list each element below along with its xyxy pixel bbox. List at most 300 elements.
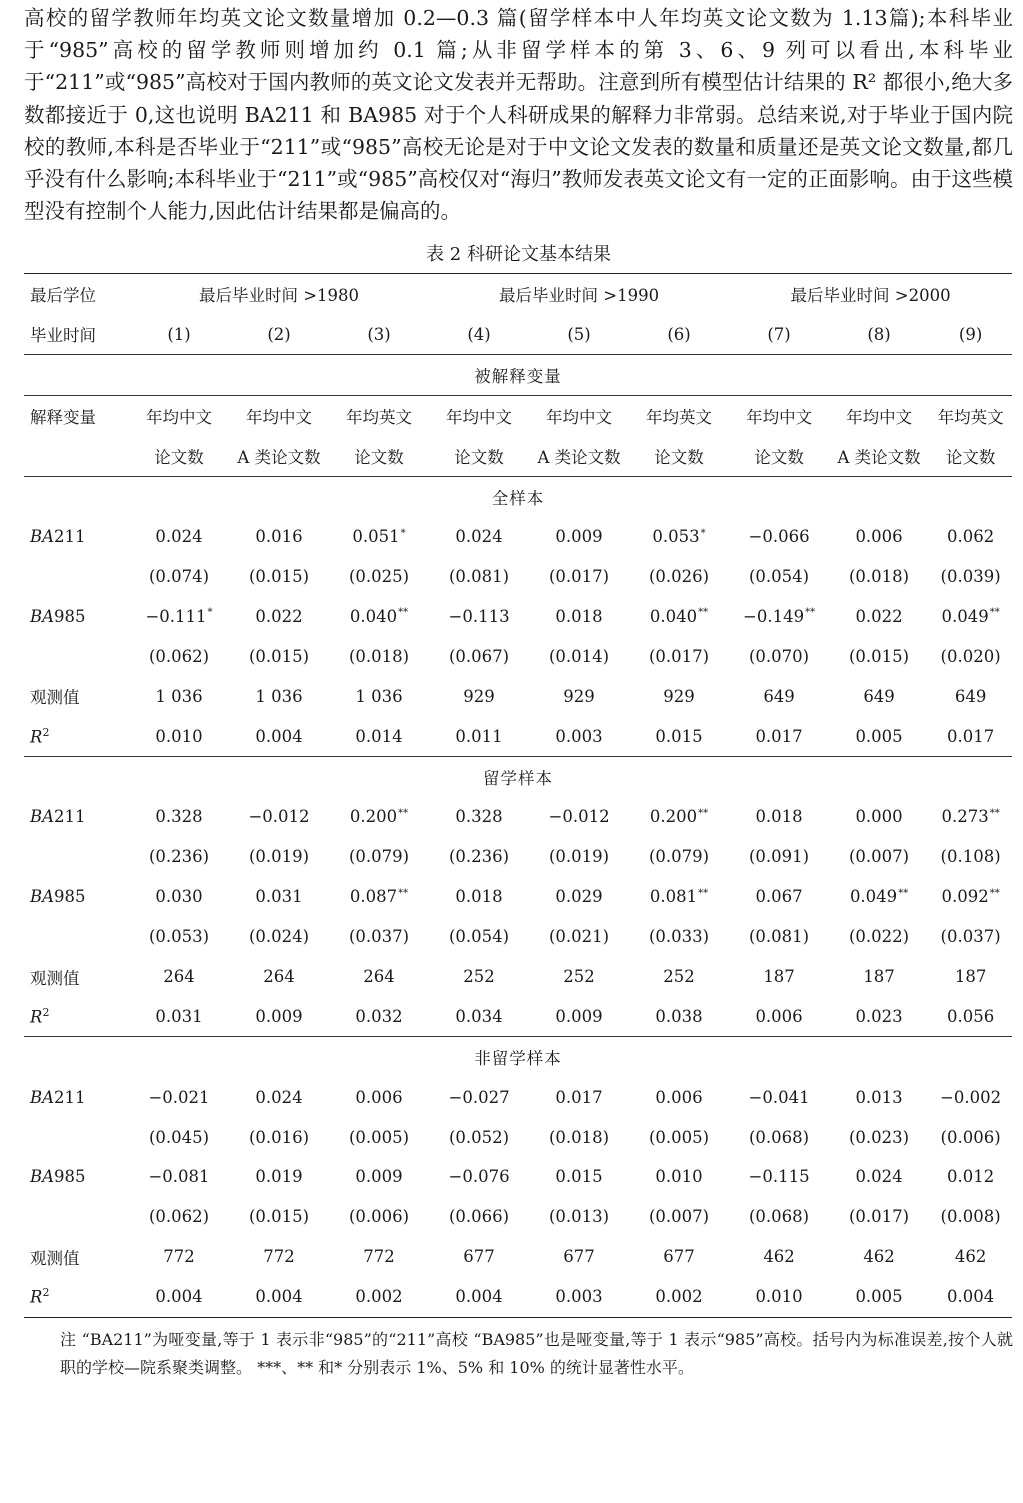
cell-value: 0.081 (649, 887, 698, 907)
table-cell (329, 1197, 429, 1237)
cell-value: (0.015) (248, 567, 310, 587)
dep-var-line1: 年均中文 (429, 396, 529, 436)
table-cell (929, 1077, 1012, 1117)
cell-value: 0.040 (349, 606, 398, 626)
col-number: (1) (167, 324, 191, 344)
cell-value: −0.027 (448, 1087, 510, 1107)
section-title: 全样本 (24, 476, 1012, 516)
table-cell (729, 597, 829, 637)
table-cell (529, 877, 629, 917)
table-cell (429, 957, 529, 997)
table-cell (829, 1197, 929, 1237)
cell-value: 264 (263, 967, 295, 986)
table-row (24, 797, 1012, 837)
table-cell (729, 837, 829, 877)
cell-value: −0.081 (148, 1167, 210, 1187)
cell-value: 0.034 (455, 1006, 503, 1026)
table-cell (129, 917, 229, 957)
cell-value: 0.024 (255, 1087, 303, 1107)
cell-value: (0.033) (648, 927, 710, 947)
cell-value: 0.003 (555, 1287, 603, 1307)
table-row (24, 716, 1012, 756)
cell-value: 0.051 (352, 527, 400, 547)
cell-value: (0.015) (248, 646, 310, 666)
table-cell (129, 837, 229, 877)
table-cell (929, 716, 1012, 756)
table-cell (329, 597, 429, 637)
table-cell (529, 1157, 629, 1197)
table-cell (629, 676, 729, 716)
cell-value: −0.111 (145, 606, 207, 626)
cell-value: (0.007) (648, 1207, 710, 1227)
cell-value: 0.016 (255, 527, 303, 547)
cell-value: 0.010 (155, 726, 203, 746)
table-cell (129, 1077, 229, 1117)
table-row (24, 996, 1012, 1036)
table-cell (529, 557, 629, 597)
cell-value: (0.062) (148, 1207, 210, 1227)
cell-value: 0.015 (655, 726, 703, 746)
cell-value: −0.076 (448, 1167, 510, 1187)
cell-value: (0.018) (548, 1127, 610, 1147)
table-cell (429, 1157, 529, 1197)
table-cell (429, 636, 529, 676)
table-cell (829, 1157, 929, 1197)
table-cell (129, 716, 229, 756)
cell-value: 252 (463, 967, 495, 986)
table-cell (429, 1277, 529, 1317)
cell-value: (0.005) (348, 1127, 410, 1147)
significance-stars: * (207, 607, 213, 619)
cell-value: (0.006) (348, 1207, 410, 1227)
table-cell (229, 1197, 329, 1237)
cell-value: 187 (763, 967, 795, 986)
table-cell (629, 597, 729, 637)
cell-value: 0.004 (455, 1287, 503, 1307)
table-cell (529, 517, 629, 557)
section-title: 非留学样本 (24, 1037, 1012, 1077)
table-note: 注 “BA211”为哑变量,等于 1 表示非“985”的“211”高校 “BA985”也是哑变量,等于 1 表示“985”高校。括号内为标准误差,按个人就职的学校—院系聚类调整。 ***、** 和* 分别表示 1%、5% 和 10% 的统计显著性水平。 (60, 1329, 1013, 1377)
dep-var-line2: A 类论文数 (837, 447, 921, 467)
table-cell (829, 1277, 929, 1317)
row-label: BA211 (30, 527, 86, 547)
table-cell (729, 557, 829, 597)
table-cell (329, 1157, 429, 1197)
table-cell (729, 797, 829, 837)
table-cell (929, 917, 1012, 957)
table-cell (329, 636, 429, 676)
dep-var-line2: 论文数 (354, 447, 404, 467)
cell-value: 772 (163, 1247, 195, 1267)
table-cell (629, 716, 729, 756)
table-cell (429, 517, 529, 557)
dep-var-line2: A 类论文数 (537, 447, 621, 467)
cell-value: 0.006 (855, 527, 903, 547)
table-cell (129, 1277, 229, 1317)
cell-value: (0.054) (749, 567, 810, 587)
table-cell (629, 636, 729, 676)
table-cell (129, 636, 229, 676)
header-row-time (24, 314, 1012, 354)
cell-value: 0.328 (155, 807, 203, 827)
significance-stars: ** (989, 807, 1000, 819)
cell-value: 187 (954, 967, 987, 986)
cell-value: (0.014) (548, 646, 610, 666)
table-cell (229, 557, 329, 597)
cell-value: (0.067) (448, 646, 510, 666)
table-cell (229, 797, 329, 837)
cell-value: (0.023) (849, 1127, 910, 1147)
table-cell (529, 917, 629, 957)
table-cell (329, 917, 429, 957)
table-cell (829, 517, 929, 557)
cell-value: 0.328 (455, 807, 503, 827)
col-number: (8) (867, 324, 891, 344)
cell-value: (0.066) (448, 1207, 510, 1227)
table-cell (229, 1237, 329, 1277)
cell-value: 0.062 (946, 527, 995, 547)
cell-value: (0.054) (448, 927, 510, 947)
table-cell (729, 1117, 829, 1157)
cell-value: 252 (663, 967, 695, 986)
table-cell (229, 957, 329, 997)
table-cell (329, 716, 429, 756)
table-cell (829, 797, 929, 837)
table-cell (229, 517, 329, 557)
table-row (24, 837, 1012, 877)
row-label (24, 557, 129, 597)
cell-value: 0.009 (255, 1006, 303, 1026)
cell-value: 929 (663, 686, 695, 706)
cell-value: 0.029 (555, 887, 603, 907)
cell-value: 0.038 (655, 1006, 703, 1026)
table-row (24, 1117, 1012, 1157)
cell-value: (0.108) (940, 847, 1001, 867)
table-row (24, 957, 1012, 997)
table-cell (329, 1117, 429, 1157)
cell-value: −0.041 (748, 1087, 810, 1107)
table-cell (929, 957, 1012, 997)
dep-var-line2: 论文数 (654, 447, 704, 467)
cell-value: 0.200 (649, 807, 698, 827)
table-row (24, 676, 1012, 716)
cell-value: 0.006 (755, 1006, 803, 1026)
cell-value: 187 (863, 967, 895, 986)
group-header: 最后毕业时间 >2000 (729, 274, 1012, 314)
col-number: (7) (767, 324, 791, 344)
table-cell (229, 1157, 329, 1197)
cell-value: 649 (954, 686, 987, 706)
cell-value: 0.200 (349, 807, 398, 827)
explanatory-label: 解释变量 (24, 396, 129, 436)
row-label: BA985 (30, 606, 86, 626)
col-number: (6) (667, 324, 691, 344)
table-cell (929, 1237, 1012, 1277)
table-cell (829, 1237, 929, 1277)
table-cell (629, 1197, 729, 1237)
cell-value: 1 036 (255, 686, 303, 706)
table-cell (829, 636, 929, 676)
table-cell (629, 1117, 729, 1157)
col-number: (2) (267, 324, 291, 344)
cell-value: −0.066 (748, 527, 810, 547)
cell-value: 649 (763, 686, 795, 706)
cell-value: (0.045) (148, 1127, 210, 1147)
table-cell (929, 877, 1012, 917)
table-cell (229, 996, 329, 1036)
dep-var-line2: 论文数 (754, 447, 804, 467)
table-cell (429, 1237, 529, 1277)
cell-value: 0.005 (855, 726, 903, 746)
table-row (24, 1157, 1012, 1197)
table-cell (229, 1117, 329, 1157)
cell-value: (0.006) (940, 1127, 1001, 1147)
cell-value: (0.037) (348, 927, 410, 947)
table-cell (729, 716, 829, 756)
dep-var-line2: 论文数 (454, 447, 504, 467)
cell-value: 0.067 (755, 887, 803, 907)
cell-value: 0.092 (941, 887, 989, 907)
table-cell (129, 877, 229, 917)
cell-value: (0.008) (940, 1207, 1001, 1227)
table-cell (429, 557, 529, 597)
table-cell (429, 996, 529, 1036)
cell-value: 0.014 (355, 726, 403, 746)
cell-value: −0.113 (448, 606, 510, 626)
cell-value: 0.004 (155, 1287, 203, 1307)
table-cell (329, 797, 429, 837)
cell-value: 0.018 (455, 887, 503, 907)
cell-value: 462 (863, 1247, 895, 1267)
cell-value: (0.062) (148, 646, 210, 666)
table-cell (329, 996, 429, 1036)
cell-value: 0.004 (255, 726, 303, 746)
cell-value: 0.013 (855, 1087, 903, 1107)
row-label (24, 1197, 129, 1237)
cell-value: (0.079) (348, 847, 410, 867)
cell-value: 0.024 (855, 1167, 903, 1187)
table-cell (829, 557, 929, 597)
section-title: 留学样本 (24, 757, 1012, 797)
cell-value: (0.236) (448, 847, 510, 867)
table-cell (129, 957, 229, 997)
header-row-dep-line1 (24, 396, 1012, 436)
table-cell (829, 1077, 929, 1117)
table-cell (629, 797, 729, 837)
significance-stars: * (700, 527, 706, 539)
significance-stars: ** (805, 607, 816, 619)
header-row-degree (24, 274, 1012, 314)
degree-label: 最后学位 (24, 274, 129, 314)
table-cell (629, 957, 729, 997)
cell-value: 0.022 (255, 606, 303, 626)
cell-value: 0.004 (946, 1287, 995, 1307)
table-cell (529, 597, 629, 637)
table-cell (429, 1197, 529, 1237)
table-cell (929, 837, 1012, 877)
table-cell (129, 1157, 229, 1197)
cell-value: 0.024 (155, 527, 203, 547)
table-cell (729, 1277, 829, 1317)
cell-value: 264 (163, 967, 195, 986)
significance-stars: ** (698, 607, 709, 619)
row-label (24, 917, 129, 957)
table-cell (829, 597, 929, 637)
cell-value: (0.007) (849, 847, 910, 867)
cell-value: 0.273 (941, 807, 989, 827)
cell-value: (0.039) (940, 567, 1001, 587)
table-cell (229, 597, 329, 637)
cell-value: 677 (563, 1247, 595, 1267)
table-cell (429, 797, 529, 837)
cell-value: (0.091) (749, 847, 810, 867)
dep-var-line1: 年均英文 (329, 396, 429, 436)
col-number: (5) (567, 324, 591, 344)
table-cell (929, 517, 1012, 557)
row-label: $R^2$ (24, 1277, 129, 1317)
table-cell (729, 877, 829, 917)
cell-value: (0.017) (849, 1207, 910, 1227)
cell-value: (0.068) (749, 1127, 810, 1147)
cell-value: 0.017 (555, 1087, 603, 1107)
row-label: 观测值 (30, 968, 80, 988)
table-cell (129, 597, 229, 637)
cell-value: −0.012 (248, 807, 310, 827)
table-cell (829, 716, 929, 756)
table-cell (429, 597, 529, 637)
cell-value: (0.022) (849, 927, 910, 947)
cell-value: 0.049 (849, 887, 898, 907)
cell-value: 1 036 (155, 686, 203, 706)
cell-value: 0.012 (946, 1167, 995, 1187)
significance-stars: ** (989, 607, 1000, 619)
table-cell (929, 1277, 1012, 1317)
table-cell (529, 1117, 629, 1157)
cell-value: 0.018 (555, 606, 603, 626)
table-cell (429, 1117, 529, 1157)
row-label (24, 636, 129, 676)
row-label: BA211 (30, 1087, 86, 1107)
cell-value: 0.002 (655, 1287, 703, 1307)
table-cell (729, 676, 829, 716)
table-cell (429, 1077, 529, 1117)
dep-var-line1: 年均中文 (729, 396, 829, 436)
table-cell (529, 716, 629, 756)
cell-value: 0.003 (555, 726, 603, 746)
paragraph: 高校的留学教师年均英文论文数量增加 0.2—0.3 篇(留学样本中人年均英文论文数为 1.13篇);本科毕业于“985”高校的留学教师则增加约 0.1 篇;从非留学样本的第 3、6、9 列可以看出,本科毕业于“211”或“985”高校对于国内教师的英文论文发表并无帮助。注意到所有模型估计结果的 R² 都很小,绝大多数都接近于 0,这也说明 BA211 和 BA985 对于个人科研成果的解释力非常弱。总结来说,对于毕业于国内院校的教师,本科是否毕业于“211”或“985”高校无论是对于中文论文发表的数量和质量还是英文论文数量,都几乎没有什么影响;本科毕业于“211”或“985”高校仅对“海归”教师发表英文论文有一定的正面影响。由于这些模型没有控制个人能力,因此估计结果都是偏高的。 (24, 6, 1013, 224)
table-cell (229, 837, 329, 877)
table-cell (529, 636, 629, 676)
col-number: (4) (467, 324, 491, 344)
table-cell (129, 1237, 229, 1277)
table-row (24, 636, 1012, 676)
table-cell (329, 837, 429, 877)
cell-value: (0.013) (548, 1207, 610, 1227)
table-cell (329, 517, 429, 557)
cell-value: (0.015) (248, 1207, 310, 1227)
table-cell (429, 877, 529, 917)
section-title-row (24, 476, 1012, 516)
cell-value: 0.024 (455, 527, 503, 547)
table-cell (929, 1157, 1012, 1197)
significance-stars: ** (989, 887, 1000, 899)
table-cell (429, 716, 529, 756)
cell-value: 0.031 (155, 1006, 203, 1026)
cell-value: (0.074) (148, 567, 210, 587)
cell-value: 462 (954, 1247, 987, 1267)
row-label: $R^2$ (30, 1006, 50, 1027)
cell-value: 0.032 (355, 1006, 403, 1026)
cell-value: 677 (663, 1247, 695, 1267)
cell-value: (0.020) (940, 646, 1001, 666)
table-row (24, 877, 1012, 917)
table-cell (229, 1077, 329, 1117)
cell-value: 0.019 (255, 1167, 303, 1187)
body-paragraph (24, 0, 1013, 227)
table-cell (729, 1197, 829, 1237)
table-cell (529, 1197, 629, 1237)
cell-value: 462 (763, 1247, 795, 1267)
table-cell (629, 1237, 729, 1277)
cell-value: (0.068) (749, 1207, 810, 1227)
table-cell (329, 1237, 429, 1277)
table-cell (329, 676, 429, 716)
cell-value: 1 036 (355, 686, 403, 706)
table-cell (229, 716, 329, 756)
table-cell (629, 557, 729, 597)
dep-var-line1: 年均英文 (929, 396, 1012, 436)
significance-stars: ** (398, 607, 409, 619)
cell-value: −0.002 (940, 1087, 1002, 1107)
table-cell (829, 996, 929, 1036)
cell-value: 0.009 (355, 1167, 403, 1187)
table-cell (529, 1277, 629, 1317)
table-cell (629, 996, 729, 1036)
cell-value: 0.009 (555, 527, 603, 547)
cell-value: (0.081) (448, 567, 510, 587)
header-row-dependent (24, 355, 1012, 396)
table-cell (129, 676, 229, 716)
cell-value: 0.006 (655, 1087, 703, 1107)
dep-var-line1: 年均中文 (129, 396, 229, 436)
cell-value: (0.026) (648, 567, 710, 587)
cell-value: (0.025) (348, 567, 410, 587)
results-table (24, 273, 1012, 1317)
dependent-label: 被解释变量 (24, 355, 1012, 396)
table-cell (529, 797, 629, 837)
cell-value: 677 (463, 1247, 495, 1267)
table-cell (929, 676, 1012, 716)
table-row (24, 517, 1012, 557)
cell-value: (0.236) (148, 847, 210, 867)
group-header: 最后毕业时间 >1990 (429, 274, 729, 314)
table-cell (929, 1117, 1012, 1157)
cell-value: 264 (363, 967, 395, 986)
cell-value: 0.017 (946, 726, 995, 746)
cell-value: (0.018) (849, 567, 910, 587)
row-label (24, 837, 129, 877)
table-cell (129, 1117, 229, 1157)
time-label: 毕业时间 (30, 326, 96, 346)
cell-value: (0.070) (749, 646, 810, 666)
row-label: 观测值 (30, 1248, 80, 1268)
table-cell (329, 557, 429, 597)
cell-value: 0.056 (946, 1006, 995, 1026)
significance-stars: ** (698, 807, 709, 819)
table-cell (729, 636, 829, 676)
dep-var-line1: 年均中文 (229, 396, 329, 436)
table-cell (729, 1157, 829, 1197)
